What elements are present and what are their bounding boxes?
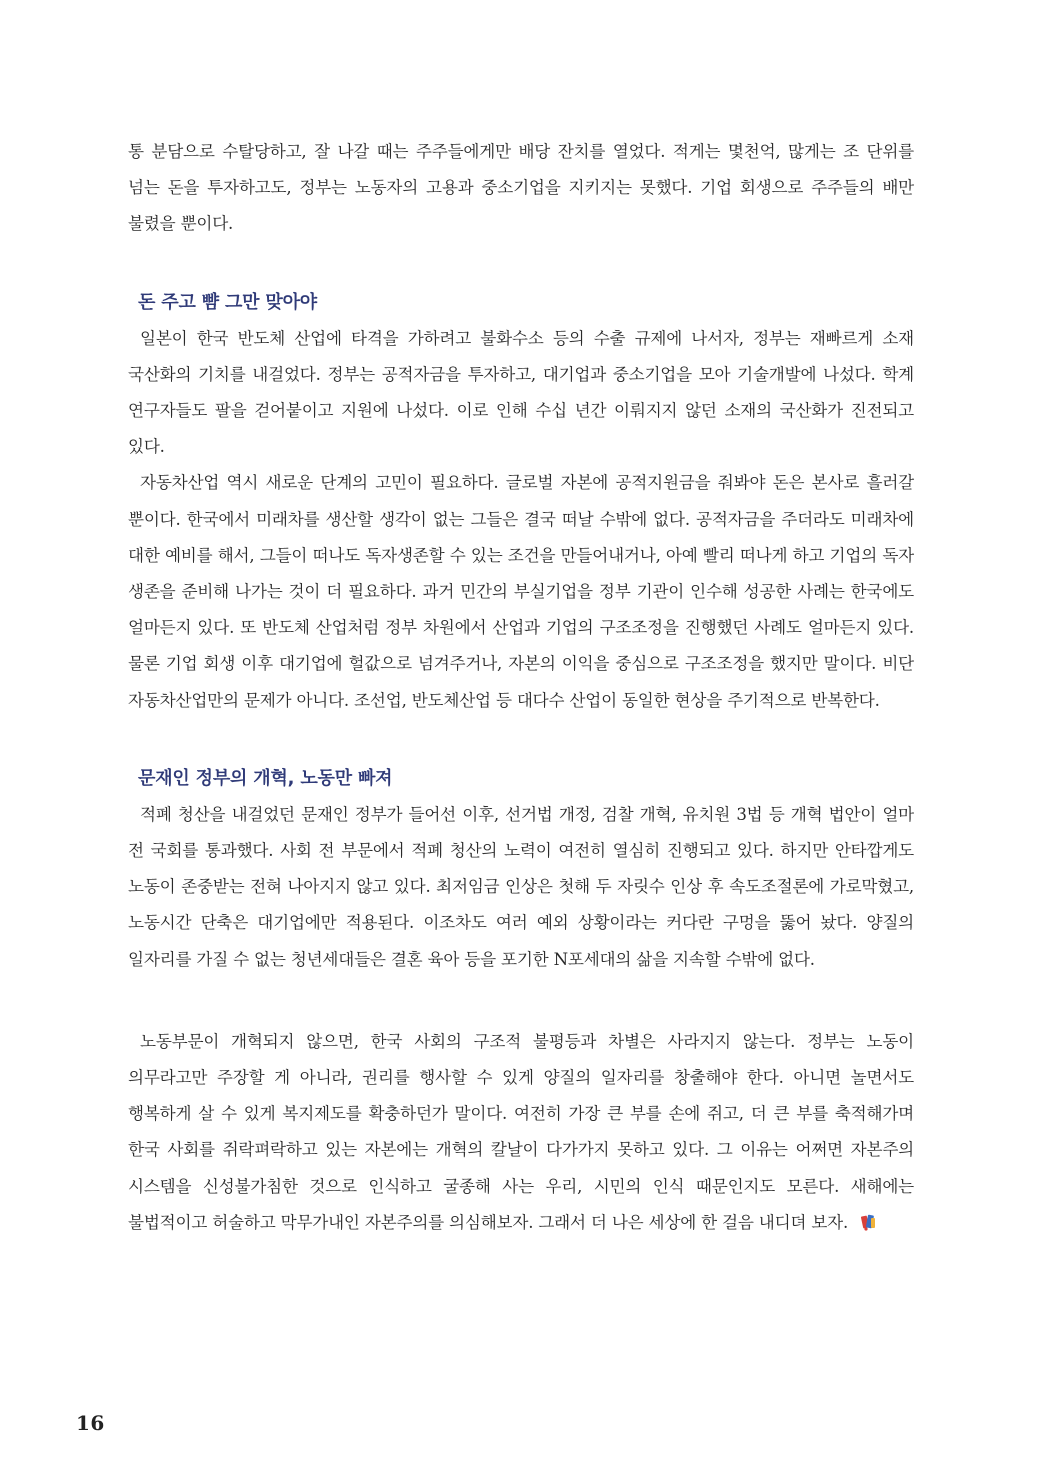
closing-paragraph bbox=[128, 1024, 914, 1241]
section-spacer bbox=[128, 243, 914, 285]
section1-paragraph-1: 일본이 한국 반도체 산업에 타격을 가하려고 불화수소 등의 수출 규제에 나서자, 정부는 재빠르게 소재 국산화의 기치를 내걸었다. 정부는 공적자금을 투자하고, 대기업과 중소기업을 모아 기술개발에 나섰다. 학계 연구자들도 팔을 걷어붙이고 지원에 나섰다. 이로 인해 수십 년간 이뤄지지 않던 소재의 국산화가 진전되고 있다. bbox=[128, 328, 914, 457]
article-body bbox=[128, 134, 914, 1241]
section1-paragraph-2: 자동차산업 역시 새로운 단계의 고민이 필요하다. 글로벌 자본에 공적지원금을 줘봐야 돈은 본사로 흘러갈 뿐이다. 한국에서 미래차를 생산할 생각이 없는 그들은 결국 떠날 수밖에 없다. 공적자금을 주더라도 미래차에 대한 예비를 해서, 그들이 떠나도 독자생존할 수 있는 조건을 만들어내거나, 아예 빨리 떠나게 하고 기업의 독자 생존을 준비해 나가는 것이 더 필요하다. 과거 민간의 부실기업을 정부 기관이 인수해 성공한 사례는 한국에도 얼마든지 있다. 또 반도체 산업처럼 정부 차원에서 산업과 기업의 구조조정을 진행했던 사례도 얼마든지 있다. 물론 기업 회생 이후 대기업에 헐값으로 넘겨주거나, 자본의 이익을 중심으로 구조조정을 했지만 말이다. 비단 자동차산업만의 문제가 아니다. 조선업, 반도체산업 등 대다수 산업이 동일한 현상을 주기적으로 반복한다. bbox=[128, 473, 914, 710]
section-spacer bbox=[128, 719, 914, 761]
section2-paragraph-1: 적폐 청산을 내걸었던 문재인 정부가 들어선 이후, 선거법 개정, 검찰 개혁, 유치원 3법 등 개혁 법안이 얼마 전 국회를 통과했다. 사회 전 부문에서 적폐 청산의 노력이 여전히 열심히 진행되고 있다. 하지만 안타깝게도 노동이 존중받는 전혀 나아지지 않고 있다. 최저임금 인상은 첫해 두 자릿수 인상 후 속도조절론에 가로막혔고, 노동시간 단축은 대기업에만 적용된다. 이조차도 여러 예외 상황이라는 커다란 구멍을 뚫어 놨다. 양질의 일자리를 가질 수 없는 청년세대들은 결혼 육아 등을 포기한 N포세대의 삶을 지속할 수밖에 없다. bbox=[128, 804, 914, 969]
closing-paragraph-text: 노동부문이 개혁되지 않으면, 한국 사회의 구조적 불평등과 차별은 사라지지 않는다. 정부는 노동이 의무라고만 주장할 게 아니라, 권리를 행사할 수 있게 양질의 일자리를 창출해야 한다. 아니면 놀면서도 행복하게 살 수 있게 복지제도를 확충하던가 말이다. 여전히 가장 큰 부를 손에 쥐고, 더 큰 부를 축적해가며 한국 사회를 쥐락펴락하고 있는 자본에는 개혁의 칼날이 다가가지 못하고 있다. 그 이유는 어쩌면 자본주의 시스템을 신성불가침한 것으로 인식하고 굴종해 사는 우리, 시민의 인식 때문인지도 모른다. 새해에는 불법적이고 허술하고 막무가내인 자본주의를 의심해보자. 그래서 더 나은 세상에 한 걸음 내디뎌 보자. bbox=[128, 1031, 914, 1232]
intro-paragraph: 통 분담으로 수탈당하고, 잘 나갈 때는 주주들에게만 배당 잔치를 열었다. 적게는 몇천억, 많게는 조 단위를 넘는 돈을 투자하고도, 정부는 노동자의 고용과 중소기업을 지키지는 못했다. 기업 회생으로 주주들의 배만 불렸을 뿐이다. bbox=[128, 142, 914, 234]
book-end-mark-icon bbox=[849, 1208, 865, 1226]
section-heading-2: 문재인 정부의 개혁, 노동만 빠져 bbox=[138, 767, 393, 789]
paragraph-spacer bbox=[128, 978, 914, 1024]
page-number: 16 bbox=[76, 1411, 105, 1435]
section-heading-1: 돈 주고 뺨 그만 맞아야 bbox=[138, 291, 317, 313]
